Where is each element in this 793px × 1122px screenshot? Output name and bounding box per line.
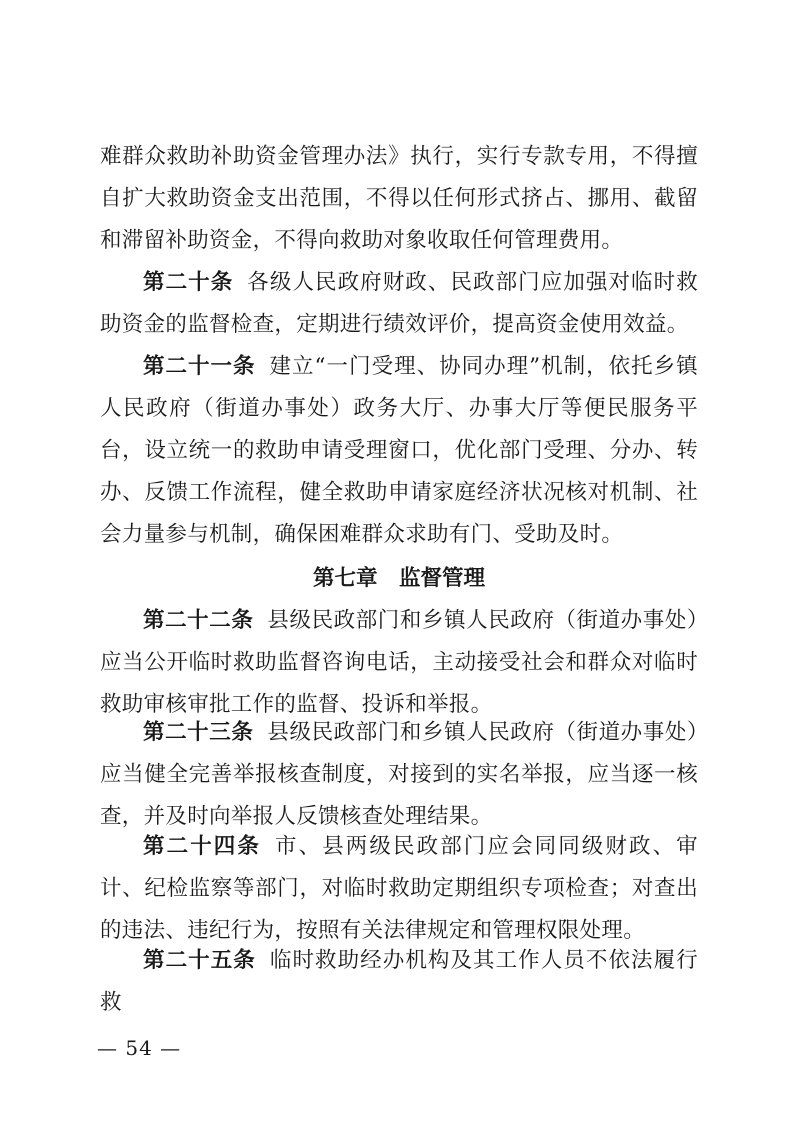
article-20 bbox=[100, 262, 698, 346]
article-number: 第二十一条 bbox=[143, 354, 256, 379]
article-number: 第二十五条 bbox=[143, 948, 256, 973]
article-number: 第二十条 bbox=[143, 270, 234, 295]
article-number: 第二十三条 bbox=[143, 720, 254, 745]
article-text: 市、县两级民政部门应会同同级财政、审计、纪检监察等部门，对临时救助定期组织专项检查；对查出的违法、违纪行为，按照有关法律规定和管理权限处理。 bbox=[100, 834, 698, 943]
article-text: 县级民政部门和乡镇人民政府（街道办事处）应当健全完善举报核查制度，对接到的实名举报，应当逐一核查，并及时向举报人反馈核查处理结果。 bbox=[100, 720, 698, 829]
continuation-paragraph: 难群众救助补助资金管理办法》执行，实行专款专用，不得擅自扩大救助资金支出范围，不得以任何形式挤占、挪用、截留和滞留补助资金，不得向救助对象收取任何管理费用。 bbox=[100, 144, 698, 253]
article-23 bbox=[100, 712, 698, 838]
article-text: 各级人民政府财政、民政部门应加强对临时救助资金的监督检查，定期进行绩效评价，提高资金使用效益。 bbox=[100, 270, 698, 337]
article-number: 第二十二条 bbox=[143, 608, 254, 633]
chapter-title: 第七章 监督管理 bbox=[312, 566, 485, 591]
article-25 bbox=[100, 940, 698, 1024]
article-24 bbox=[100, 826, 698, 952]
article-number: 第二十四条 bbox=[143, 834, 261, 859]
article-22 bbox=[100, 600, 698, 726]
article-text: 临时救助经办机构及其工作人员不依法履行救 bbox=[100, 948, 698, 1015]
page-number: — 54 — bbox=[97, 1036, 182, 1060]
article-21 bbox=[100, 346, 698, 556]
article-text: 县级民政部门和乡镇人民政府（街道办事处）应当公开临时救助监督咨询电话，主动接受社会和群众对临时救助审核审批工作的监督、投诉和举报。 bbox=[100, 608, 698, 717]
article-text: 建立“一门受理、协同办理”机制，依托乡镇人民政府（街道办事处）政务大厅、办事大厅等便民服务平台，设立统一的救助申请受理窗口，优化部门受理、分办、转办、反馈工作流程，健全救助申请家庭经济状况核对机制、社会力量参与机制，确保困难群众求助有门、受助及时。 bbox=[100, 354, 698, 547]
